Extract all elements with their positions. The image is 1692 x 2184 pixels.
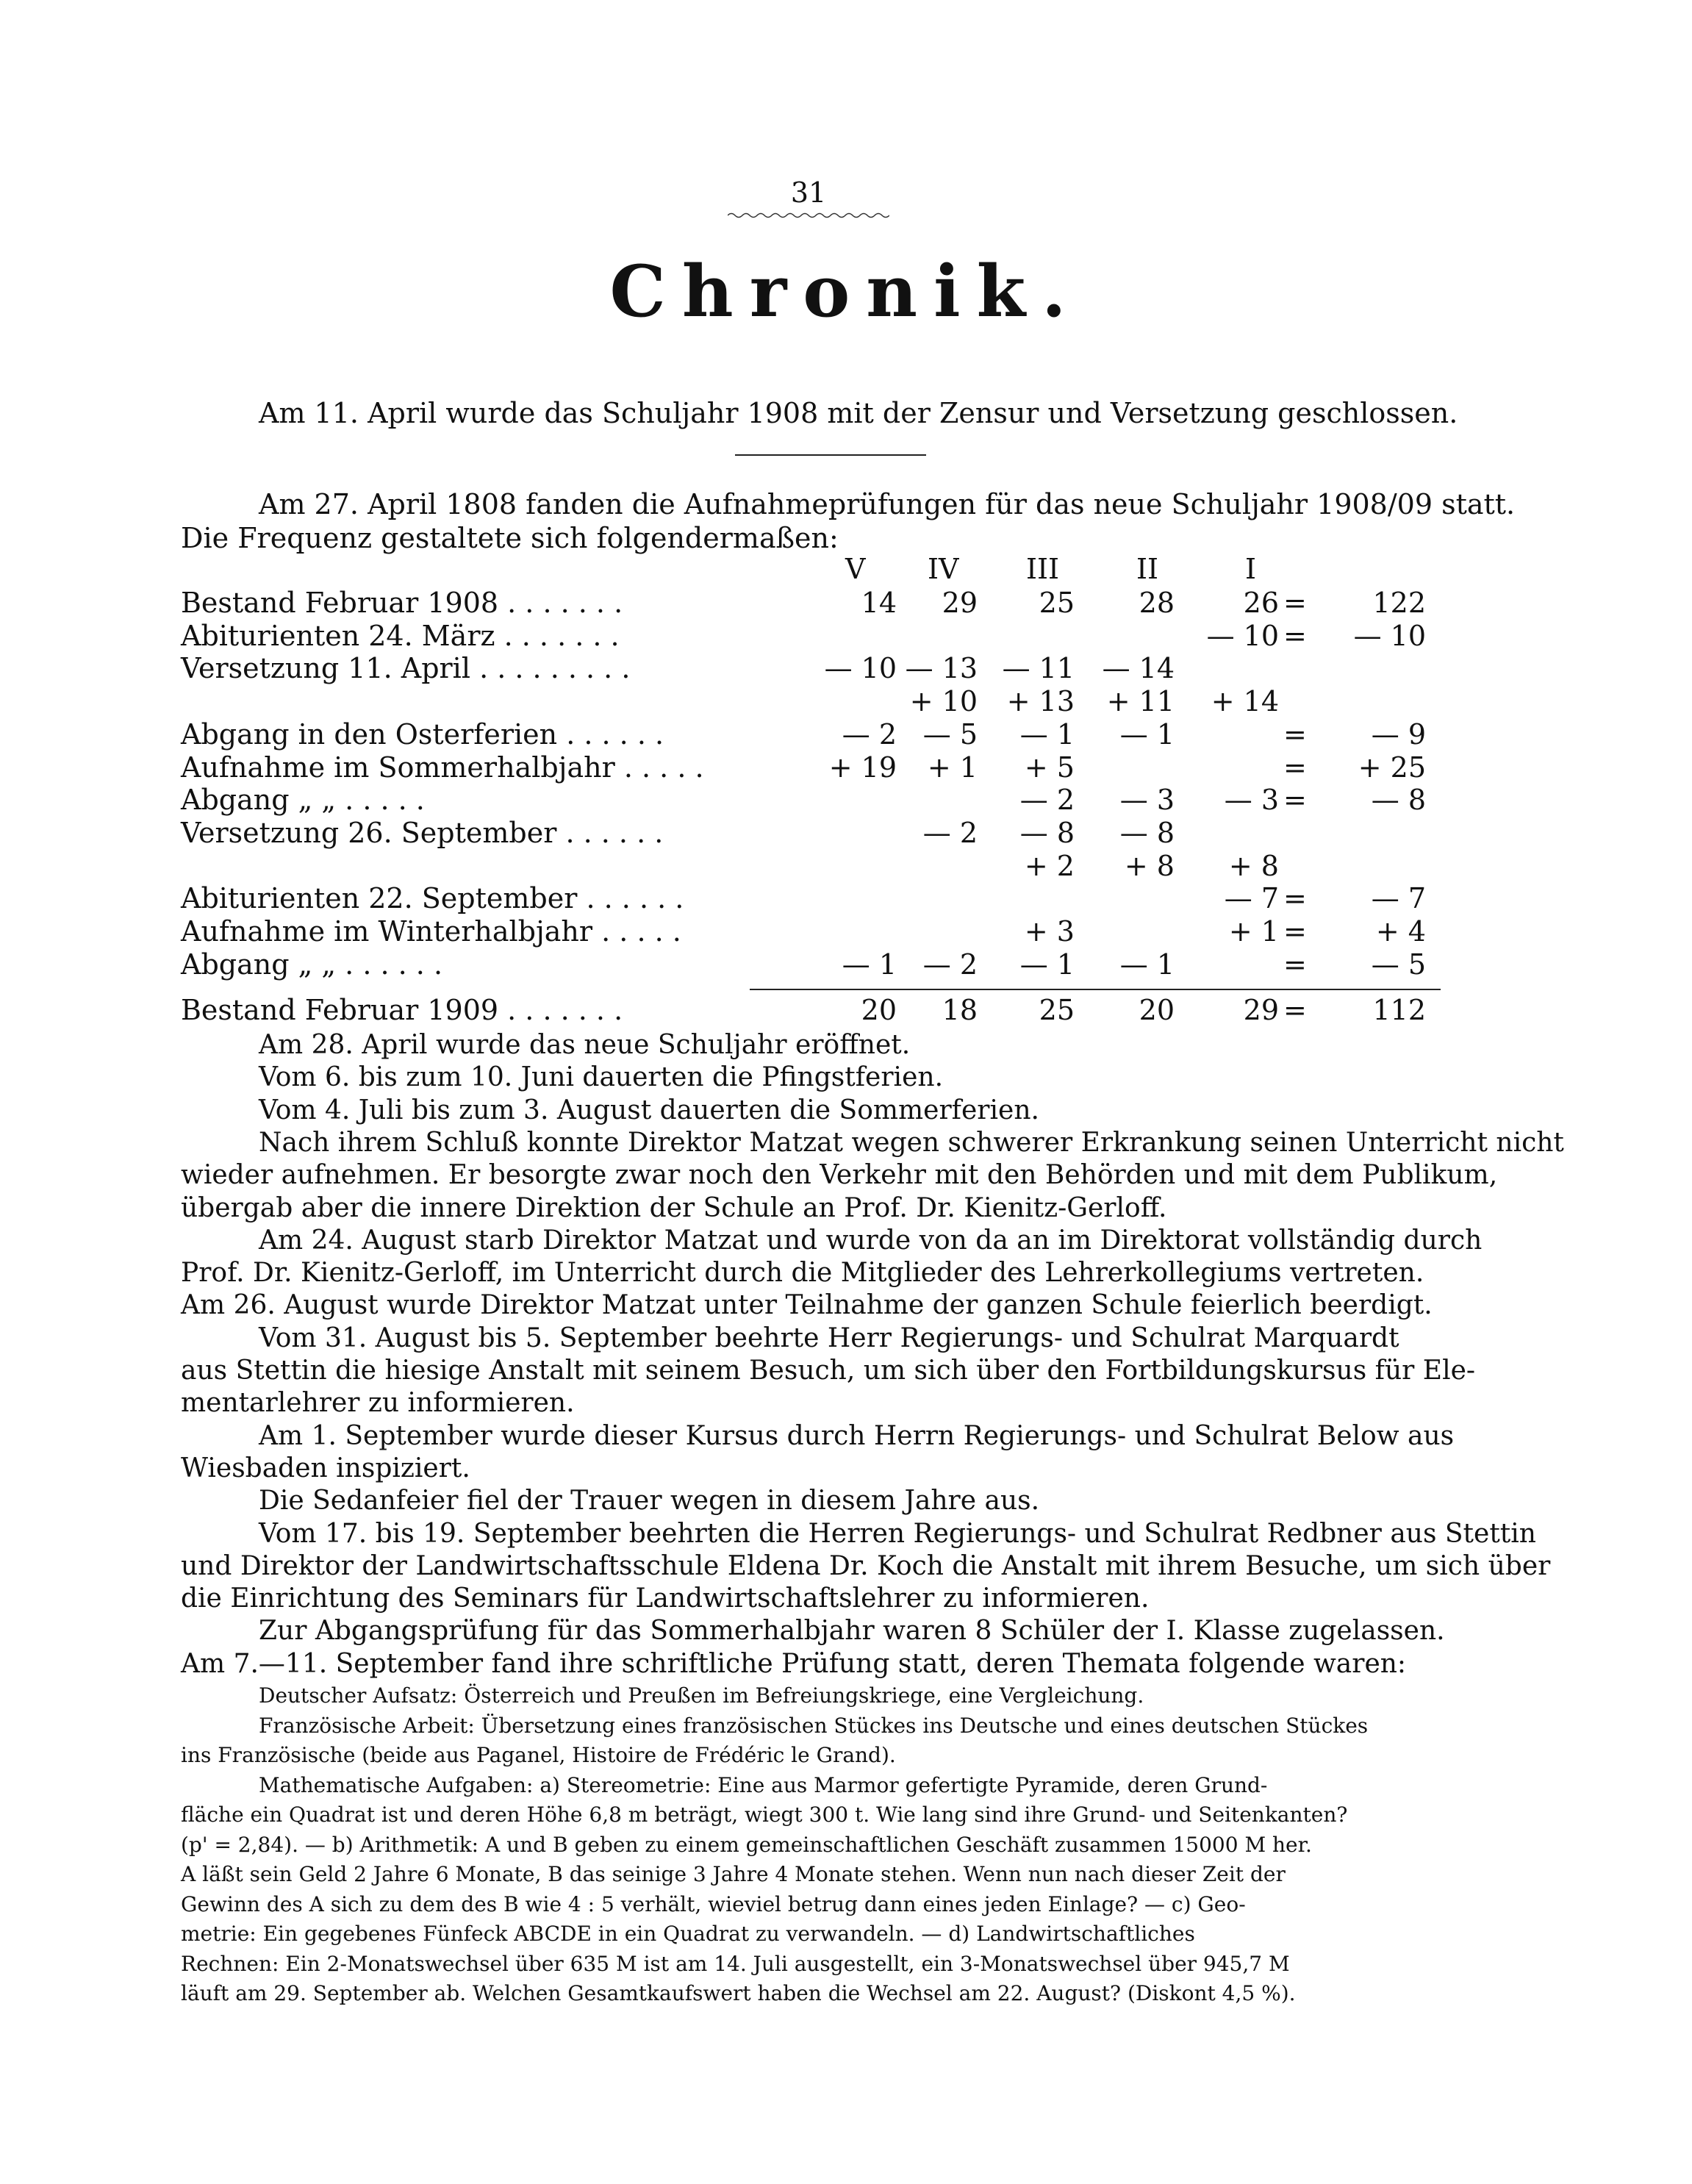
table-cell: — 11 (1002, 652, 1075, 685)
table-cell: — 5 (922, 717, 978, 751)
table-cell: 29 (942, 587, 978, 619)
page-title: Chronik. (609, 250, 1083, 333)
exam-topic-line: Mathematische Aufgaben: a) Stereometrie: Eine aus Marmor gefertigte Pyramide, deren Grund- (259, 1772, 1268, 1797)
table-cell: + 14 (1211, 685, 1279, 718)
table-cell: 20 (861, 994, 897, 1026)
decorative-squiggle (728, 212, 889, 219)
table-cell: + 3 (1024, 915, 1075, 948)
table-row-total: — 5 (1371, 948, 1426, 981)
table-cell: — 1 (1119, 717, 1175, 751)
col-header-I: I (1245, 553, 1257, 585)
col-header-V: V (845, 553, 866, 585)
table-cell: 20 (1139, 994, 1175, 1026)
exam-topic-line: metrie: Ein gegebenes Fünfeck ABCDE in ein Quadrat zu verwandeln. — d) Landwirtschaftliches (181, 1922, 1195, 1946)
table-cell: + 11 (1106, 685, 1175, 718)
table-cell: 26 (1243, 587, 1279, 619)
body-line: übergab aber die innere Direktion der Schule an Prof. Dr. Kienitz-Gerloff. (181, 1192, 1167, 1223)
table-cell: — 3 (1119, 784, 1175, 817)
table-cell: — 8 (1019, 816, 1075, 849)
exam-topic-line: fläche ein Quadrat ist und deren Höhe 6,8 m beträgt, wiegt 300 t. Wie lang sind ihre Grund- und Seitenkanten? (181, 1802, 1348, 1827)
table-cell: — 14 (1102, 652, 1175, 685)
table-equals: = (1283, 882, 1307, 915)
body-line: Zur Abgangsprüfung für das Sommerhalbjahr waren 8 Schüler der I. Klasse zugelassen. (259, 1616, 1445, 1647)
table-cell: — 1 (1019, 948, 1075, 981)
table-row-label: Abiturienten 22. September . . . . . . (181, 882, 684, 915)
intro-paragraph: Am 11. April wurde das Schuljahr 1908 mit der Zensur und Versetzung geschlossen. (259, 397, 1458, 429)
exam-topic-line: Deutscher Aufsatz: Österreich und Preußen im Befreiungskriege, eine Vergleichung. (259, 1683, 1144, 1708)
table-cell: + 19 (828, 751, 897, 784)
table-row-label: Abiturienten 24. März . . . . . . . (181, 619, 620, 652)
table-cell: + 8 (1124, 849, 1175, 882)
table-equals: = (1283, 784, 1307, 817)
col-header-IV: IV (928, 553, 959, 585)
table-cell: + 13 (1006, 685, 1075, 718)
table-row-label: Bestand Februar 1909 . . . . . . . (181, 994, 623, 1026)
body-line: Vom 6. bis zum 10. Juni dauerten die Pfingstferien. (259, 1062, 944, 1093)
body-line: Am 26. August wurde Direktor Matzat unter Teilnahme der ganzen Schule feierlich beerdigt. (181, 1290, 1433, 1321)
table-row-label: Versetzung 26. September . . . . . . (181, 816, 664, 849)
table-row-label: Abgang „ „ . . . . . (181, 784, 425, 817)
table-cell: 25 (1039, 587, 1075, 619)
table-equals: = (1283, 717, 1307, 751)
table-cell: 14 (861, 587, 897, 619)
table-row-total: + 25 (1358, 751, 1426, 784)
body-line: Vom 31. August bis 5. September beehrte Herr Regierungs- und Schulrat Marquardt (259, 1322, 1399, 1353)
table-row-total: — 10 (1353, 619, 1426, 652)
para-exam-line-2: Die Frequenz gestaltete sich folgendermaßen: (181, 522, 839, 554)
table-row-total: — 9 (1371, 717, 1426, 751)
page-number: 31 (790, 176, 827, 209)
table-sum-rule (750, 989, 1441, 990)
table-row-total: 122 (1372, 587, 1426, 619)
table-cell: + 2 (1024, 849, 1075, 882)
table-row-total: 112 (1372, 994, 1426, 1026)
table-cell: — 1 (842, 948, 897, 981)
exam-topic-line: (p' = 2,84). — b) Arithmetik: A und B geben zu einem gemeinschaftlichen Geschäft zusammen 15000 M her. (181, 1832, 1312, 1857)
table-equals: = (1283, 994, 1307, 1026)
exam-topic-line: Gewinn des A sich zu dem des B wie 4 : 5 verhält, wieviel betrug dann eines jeden Einlage? — c) Geo- (181, 1891, 1246, 1916)
body-line: Prof. Dr. Kienitz-Gerloff, im Unterricht durch die Mitglieder des Lehrerkollegiums vertreten. (181, 1258, 1424, 1289)
table-cell: + 10 (909, 685, 978, 718)
body-line: aus Stettin die hiesige Anstalt mit seinem Besuch, um sich über den Fortbildungskursus für Ele- (181, 1356, 1476, 1386)
col-header-II: II (1136, 553, 1159, 585)
table-row-total: + 4 (1375, 915, 1426, 948)
exam-topic-line: läuft am 29. September ab. Welchen Gesamtkaufswert haben die Wechsel am 22. August? (Diskont 4,5 %). (181, 1981, 1296, 2005)
table-cell: — 7 (1224, 882, 1279, 915)
table-cell: — 2 (1019, 784, 1075, 817)
table-cell: — 2 (842, 717, 897, 751)
table-row-label: Aufnahme im Sommerhalbjahr . . . . . (181, 751, 704, 784)
para-exam-line-1: Am 27. April 1808 fanden die Aufnahmeprüfungen für das neue Schuljahr 1908/09 statt. (259, 488, 1516, 520)
table-cell: + 1 (1228, 915, 1279, 948)
body-line: Nach ihrem Schluß konnte Direktor Matzat wegen schwerer Erkrankung seinen Unterricht nicht (259, 1127, 1564, 1158)
table-equals: = (1283, 587, 1307, 619)
body-line: Vom 17. bis 19. September beehrten die Herren Regierungs- und Schulrat Redbner aus Stettin (259, 1518, 1536, 1549)
table-cell: + 1 (927, 751, 978, 784)
table-cell: 29 (1243, 994, 1279, 1026)
table-cell: — 1 (1019, 717, 1075, 751)
table-cell: 28 (1139, 587, 1175, 619)
table-cell: + 5 (1024, 751, 1075, 784)
table-cell: — 1 (1119, 948, 1175, 981)
table-equals: = (1283, 619, 1307, 652)
body-line: Die Sedanfeier fiel der Trauer wegen in diesem Jahre aus. (259, 1486, 1040, 1517)
body-line: Vom 4. Juli bis zum 3. August dauerten die Sommerferien. (259, 1095, 1039, 1125)
body-line: Am 1. September wurde dieser Kursus durch Herrn Regierungs- und Schulrat Below aus (259, 1420, 1455, 1451)
table-cell: — 2 (922, 948, 978, 981)
exam-topic-line: A läßt sein Geld 2 Jahre 6 Monate, B das seinige 3 Jahre 4 Monate stehen. Wenn nun nach dieser Zeit der (181, 1862, 1286, 1886)
body-line: Am 28. April wurde das neue Schuljahr eröffnet. (259, 1030, 911, 1060)
table-cell: — 10 (1206, 619, 1279, 652)
table-cell: — 8 (1119, 816, 1175, 849)
exam-topic-line: Französische Arbeit: Übersetzung eines französischen Stückes ins Deutsche und eines deutschen Stückes (259, 1713, 1369, 1738)
table-cell: + 8 (1228, 849, 1279, 882)
table-equals: = (1283, 751, 1307, 784)
col-header-III: III (1026, 553, 1060, 585)
body-line: Am 7.—11. September fand ihre schriftliche Prüfung statt, deren Themata folgende waren: (181, 1648, 1407, 1679)
exam-topic-line: ins Französische (beide aus Paganel, Histoire de Frédéric le Grand). (181, 1743, 896, 1767)
table-equals: = (1283, 948, 1307, 981)
table-row-label: Aufnahme im Winterhalbjahr . . . . . (181, 915, 681, 948)
body-line: die Einrichtung des Seminars für Landwirtschaftslehrer zu informieren. (181, 1583, 1150, 1614)
body-line: Wiesbaden inspiziert. (181, 1453, 470, 1483)
table-cell: 18 (942, 994, 978, 1026)
table-row-total: — 7 (1371, 882, 1426, 915)
table-cell: 25 (1039, 994, 1075, 1026)
table-row-label: Bestand Februar 1908 . . . . . . . (181, 587, 623, 619)
table-cell: — 10 (824, 652, 897, 685)
body-line: mentarlehrer zu informieren. (181, 1388, 575, 1419)
short-divider (735, 454, 926, 456)
body-line: und Direktor der Landwirtschaftsschule Eldena Dr. Koch die Anstalt mit ihrem Besuche, um sich über (181, 1550, 1551, 1581)
table-row-label: Abgang „ „ . . . . . . (181, 948, 443, 981)
table-cell: — 2 (922, 816, 978, 849)
table-row-total: — 8 (1371, 784, 1426, 817)
table-row-label: Versetzung 11. April . . . . . . . . . (181, 652, 631, 685)
body-line: Am 24. August starb Direktor Matzat und wurde von da an im Direktorat vollständig durch (259, 1225, 1483, 1256)
body-line: wieder aufnehmen. Er besorgte zwar noch den Verkehr mit den Behörden und mit dem Publikum, (181, 1160, 1498, 1191)
table-cell: — 3 (1224, 784, 1279, 817)
table-cell: — 13 (905, 652, 978, 685)
exam-topic-line: Rechnen: Ein 2-Monatswechsel über 635 M ist am 14. Juli ausgestellt, ein 3-Monatswechsel über 945,7 M (181, 1951, 1290, 1976)
table-row-label: Abgang in den Osterferien . . . . . . (181, 717, 664, 751)
table-equals: = (1283, 915, 1307, 948)
